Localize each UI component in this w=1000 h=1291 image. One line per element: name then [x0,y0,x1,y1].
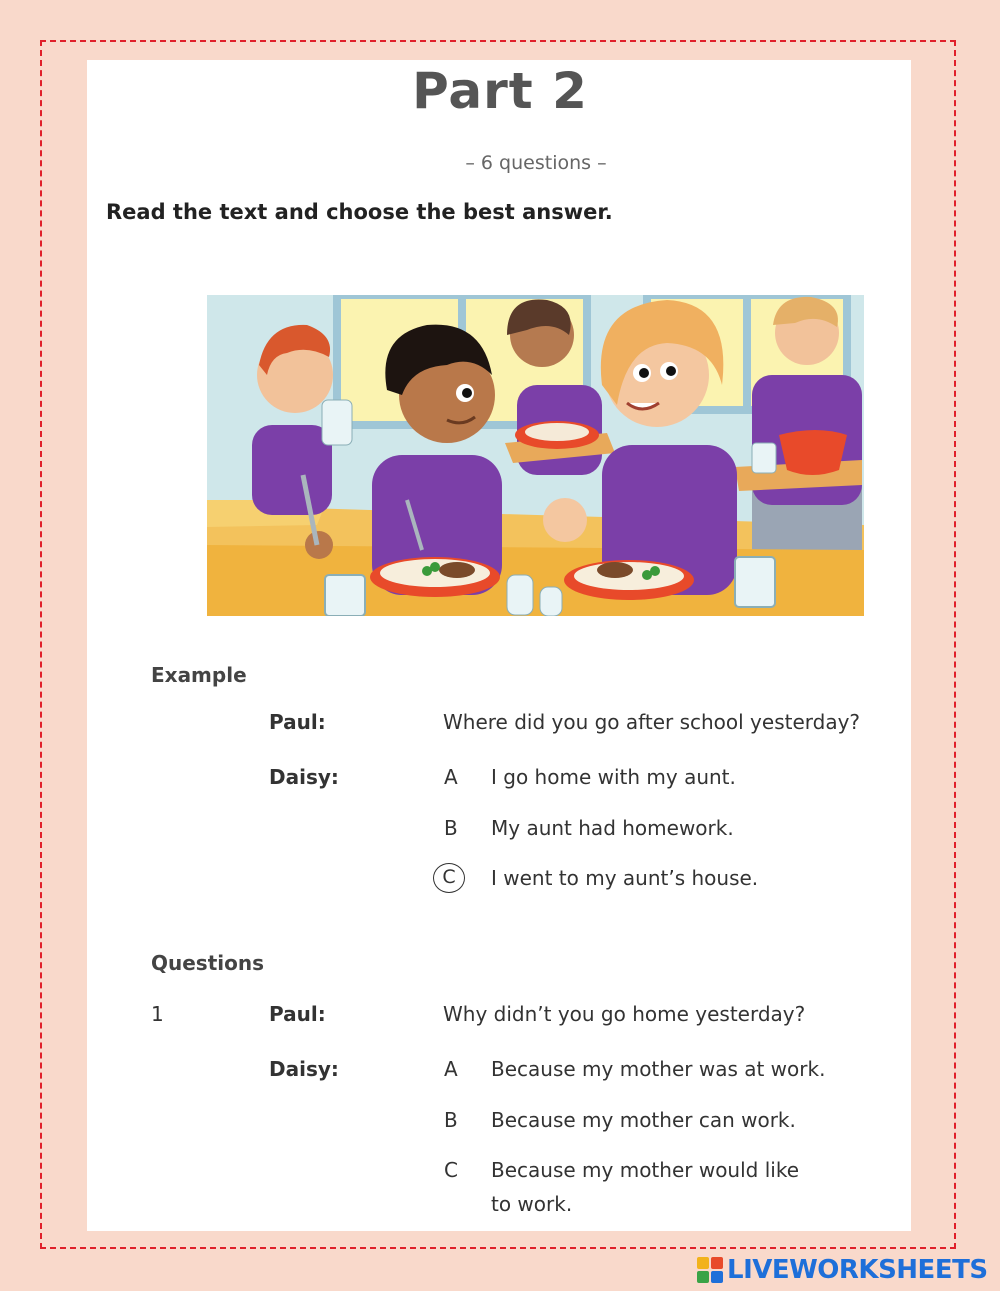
example-heading: Example [151,663,247,687]
instruction-text: Read the text and choose the best answer. [106,200,613,224]
liveworksheets-logo[interactable] [697,1255,988,1285]
example-speaker-paul: Paul: [269,710,326,734]
example-option-text: I went to my aunt’s house. [491,866,759,890]
example-speaker-daisy: Daisy: [269,765,339,789]
question-speaker-daisy: Daisy: [269,1057,339,1081]
question-speaker-paul: Paul: [269,1002,326,1026]
cafeteria-illustration [207,295,864,616]
example-option-text: I go home with my aunt. [491,765,736,789]
answer-option-a[interactable]: A [444,1057,458,1081]
question-number: 1 [151,1002,164,1026]
liveworksheets-logo-icon [697,1257,723,1283]
answer-option-text: Because my mother would like [491,1158,799,1182]
worksheet-page [87,60,911,1231]
page-title: Part 2 [412,62,588,120]
answer-option-b[interactable]: B [444,1108,458,1132]
example-selected-answer[interactable]: C [433,863,465,893]
answer-option-c[interactable]: C [444,1158,458,1182]
question-text: Why didn’t you go home yesterday? [443,1002,806,1026]
answer-option-text-continued: to work. [491,1192,573,1216]
liveworksheets-logo-text: LIVEWORKSHEETS [727,1255,988,1285]
answer-option-text: Because my mother can work. [491,1108,796,1132]
example-question: Where did you go after school yesterday? [443,710,861,734]
page-subtitle: – 6 questions – [465,152,607,174]
example-option-letter[interactable]: A [444,765,458,789]
example-option-text: My aunt had homework. [491,816,734,840]
answer-option-text: Because my mother was at work. [491,1057,826,1081]
example-option-letter[interactable]: B [444,816,458,840]
questions-heading: Questions [151,951,265,975]
